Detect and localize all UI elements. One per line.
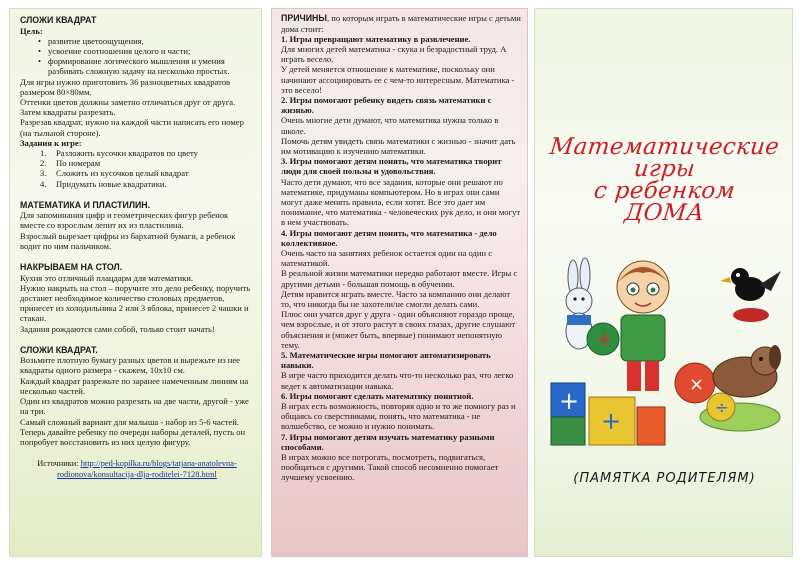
tasks-list xyxy=(40,148,254,189)
reason-text: В играх есть возможность, повторяя одно и то же помногу раз и общаясь со сверстниками, понять, что математика - не волшебство, се можно и нужно понимать. xyxy=(281,401,516,432)
reason-heading: 6. Игры помогают сделать математику понятной. xyxy=(281,390,474,401)
reason-heading: 3. Игры помогают детям понять, что математика творит люди для своей пользы и удовольствия. xyxy=(281,156,502,177)
cover-title xyxy=(535,136,793,224)
paragraph: Задания рождаются сами собой, только стоит начать! xyxy=(20,323,215,334)
reason-text: В играх можно все потрогать, посмотреть, подвигаться, пообщаться с другими. Такой способ несомненно помогает лучшему усвоению. xyxy=(281,452,499,483)
task-item: 1. Разложить кусочки квадратов по цвету xyxy=(40,147,198,158)
reason-heading: 7. Игры помогают детям изучать математику разными способами. xyxy=(281,431,495,452)
section-title-table: НАКРЫВАЕМ НА СТОЛ. xyxy=(20,262,123,273)
reason-text: Плюс они учатся друг у друга - один объясняют гораздо проще, чем взрослые, и от этого растут в своих глазах, другие слушают объяснения и (может быть, впервые) понимают непонятную тему. xyxy=(281,309,516,350)
paragraph: Разрезав квадрат, нужно на каждой части написать его номер (на тыльной стороне). xyxy=(20,117,244,138)
title-line: игры xyxy=(632,156,697,182)
task-item: 2. По номерам xyxy=(40,158,101,169)
section-title-square: СЛОЖИ КВАДРАТ xyxy=(20,15,97,25)
reason-text: В игре часто приходится делать что-то несколько раз, что легко ведет к автоматизации навыка. xyxy=(281,370,514,391)
tasks-label: Задания к игре: xyxy=(20,137,82,148)
svg-text:+: + xyxy=(596,327,613,351)
right-panel-cover xyxy=(534,8,793,557)
paragraph: Затем квадраты разрезать. xyxy=(20,107,116,118)
goal-item: • развитие цветоощущения, xyxy=(38,36,254,46)
paragraph: Оттенки цветов должны заметно отличаться друг от друга. xyxy=(20,96,236,107)
paragraph: Взрослый вырезает цифры из бархатной бумаги, а ребенок водит по ним пальчиком. xyxy=(20,230,236,251)
reason-text: Для многих детей математика - скука и безрадостный труд. А играть весело. xyxy=(281,43,507,65)
children-math-toys-illustration xyxy=(545,257,785,447)
paragraph: Теперь давайте ребенку по очереди наборы деталей, пусть он попробует восстановить из них целую фигуру. xyxy=(20,426,246,447)
reason-text: Очень многие дети думают, что математика нужна только в школе. xyxy=(281,115,499,136)
paragraph: Нужно накрыть на стол – поручите это дело ребенку, поручить достанет необходимое количество столовых предметов, принесет из холодильника 2 или 3 яблока, принесет 2 чашки и стакан. xyxy=(20,282,251,324)
boy-icon xyxy=(587,261,669,391)
section-title-plasticine: МАТЕМАТИКА И ПЛАСТИЛИН. xyxy=(20,199,151,210)
title-line: с ребенком xyxy=(592,178,737,204)
paragraph: Для запоминания цифр и геометрических фигур ребенок вместе со взрослым лепит их из пластилина. xyxy=(20,210,229,231)
task-item: 3. Сложить из кусочков целый квадрат xyxy=(40,168,189,179)
svg-text:+: + xyxy=(559,387,580,415)
sources-label: Источники: xyxy=(37,459,79,469)
reason-heading: 1. Игры превращают математику в развлечение. xyxy=(281,33,471,44)
title-line: ДОМА xyxy=(623,200,706,226)
paragraph: Самый сложный вариант для малыша - набор из 5-6 частей. xyxy=(20,416,239,427)
sources xyxy=(20,459,254,480)
left-panel xyxy=(9,8,262,557)
svg-text:÷: ÷ xyxy=(715,398,729,417)
paragraph: Один из квадратов можно разрезать на две части, другой - уже на три. xyxy=(20,396,249,417)
paragraph: Для игры нужно приготовить 36 разноцветных квадратов размером 80×80мм. xyxy=(20,76,231,97)
title-line: Математические xyxy=(548,134,781,160)
goal-item: • формирование логического мышления и умения разбивать сложную задачу на несколько простых. xyxy=(38,56,254,76)
task-item: 4. Придумать новые квадратики. xyxy=(40,178,167,189)
paragraph: Кухня это отличный плацдарм для математики. xyxy=(20,272,194,283)
middle-panel xyxy=(271,8,528,557)
reason-heading: 5. Математические игры помогают автоматизировать навыки. xyxy=(281,350,491,371)
goal-label: Цель: xyxy=(20,25,43,36)
goal-list xyxy=(38,36,254,77)
reason-heading: 4. Игры помогают детям понять, что математика - дело коллективное. xyxy=(281,227,497,248)
reason-text: Детям нравится играть вместе. Часто за компанию они делают то, что никогда бы не захотели/не смогли делать сами. xyxy=(281,288,511,309)
memo-caption: (ПАМЯТКА РОДИТЕЛЯМ) xyxy=(573,471,756,486)
paragraph: Каждый квадрат разрежьте по заранее намеченным линиям на несколько частей. xyxy=(20,375,249,396)
reason-text: Очень часто на занятиях ребенок остается один на один с математикой. xyxy=(281,247,493,269)
section-title-square-2: СЛОЖИ КВАДРАТ. xyxy=(20,344,98,355)
reason-text: В реальной жизни математики нередко работают вместе. Игры с другими детьми - большая помощь в обучении. xyxy=(281,268,518,289)
reasons-intro: ПРИЧИНЫ, по которым играть в математические игры с детьми дома стоит: xyxy=(281,13,521,34)
reason-heading: 2. Игры помогают ребенку видеть связь математики с жизнью. xyxy=(281,94,492,116)
sources-link[interactable]: http://ped-kopilka.ru/blogs/tatjana-anatolevna-rodionova/konsultacija-dlja-roditelei-7128.html xyxy=(57,459,237,479)
reason-text: Часто дети думают, что все задания, которые они решают по математике, придуманы компьютером. Но в играх они сами могут даже менять правила, если хотят. Все это дает им понимание, что математика - человеческих рук дело, и они могут в нем участвовать. xyxy=(281,176,521,228)
reason-text: У детей меняется отношение к математике, поскольку они начинают ассоциировать ее с чем-то интересным. Математика - это весело! xyxy=(281,64,515,95)
svg-text:×: × xyxy=(689,374,705,395)
reason-text: Помочь детям увидеть связь математики с жизнью - значит дать им мотивацию к изучению математики. xyxy=(281,135,516,156)
paragraph: Возьмите плотную бумагу разных цветов и вырежьте из нее квадраты одного размера - скажем, 10x10 см. xyxy=(20,355,240,376)
svg-text:+: + xyxy=(601,407,622,435)
crow-icon xyxy=(720,268,781,322)
goal-item: • усвоение соотношения целого и части; xyxy=(38,46,254,56)
